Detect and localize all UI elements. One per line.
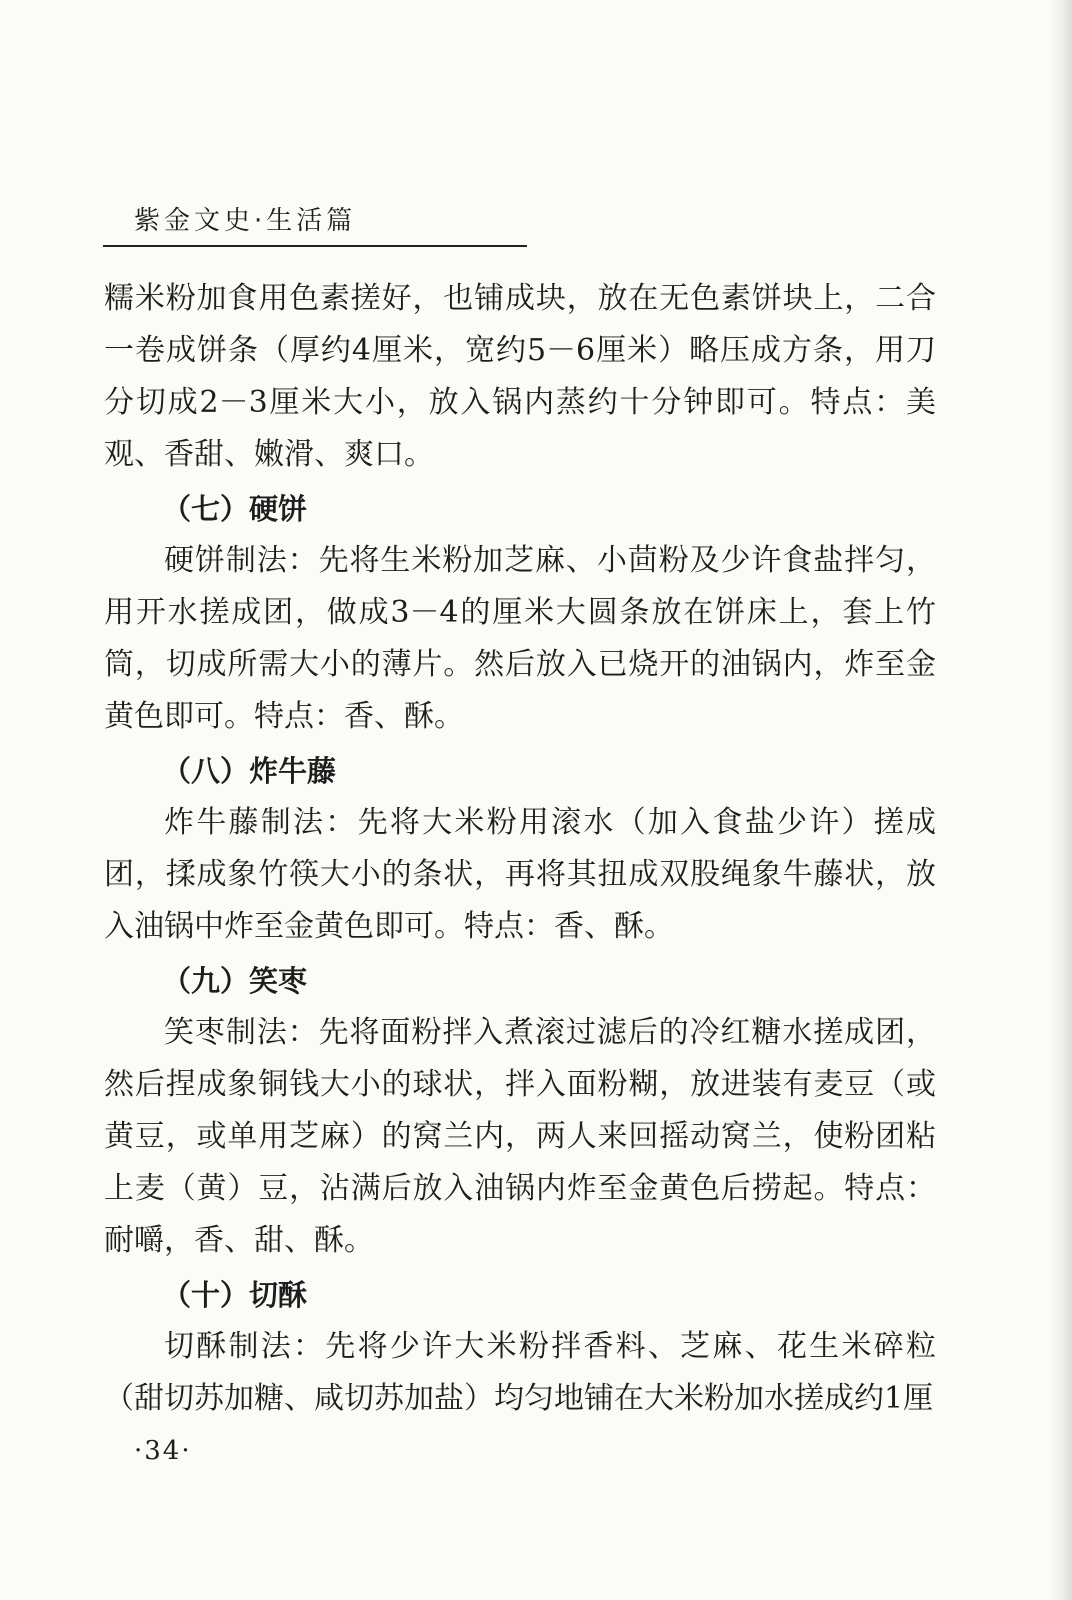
section-heading-10: （十）切酥 xyxy=(162,1278,308,1312)
section-heading-8: （八）炸牛藤 xyxy=(162,754,337,788)
section-heading-9: （九）笑枣 xyxy=(162,964,308,998)
section-heading-7: （七）硬饼 xyxy=(162,492,308,526)
paragraph-xiaozao: 笑枣制法：先将面粉拌入煮滚过滤后的冷红糖水搓成团，然后捏成象铜钱大小的球状，拌入面粉糊，放进装有麦豆（或黄豆，或单用芝麻）的窝兰内，两人来回摇动窝兰，使粉团粘上麦（黄）豆，沾满后放入油锅内炸至金黄色后捞起。特点：耐嚼，香、甜、酥。 xyxy=(104,1015,936,1258)
paragraph-hard-cake: 硬饼制法：先将生米粉加芝麻、小茴粉及少许食盐拌匀，用开水搓成团，做成3－4的厘米大圆条放在饼床上，套上竹筒，切成所需大小的薄片。然后放入已烧开的油锅内，炸至金黄色即可。特点：香、酥。 xyxy=(104,543,936,734)
running-header: 紫金文史·生活篇 xyxy=(134,206,357,236)
paragraph-continued: 糯米粉加食用色素搓好，也铺成块，放在无色素饼块上，二合一卷成饼条（厚约4厘米，宽约5－6厘米）略压成方条，用刀分切成2－3厘米大小，放入锅内蒸约十分钟即可。特点：美观、香甜、嫩滑、爽口。 xyxy=(104,281,936,472)
header-rule xyxy=(103,245,527,247)
page-body xyxy=(104,273,936,1425)
page-number: ·34· xyxy=(134,1436,192,1466)
scan-shadow xyxy=(1050,0,1072,1600)
paragraph-fried-niuteng: 炸牛藤制法：先将大米粉用滚水（加入食盐少许）搓成团，揉成象竹筷大小的条状，再将其扭成双股绳象牛藤状，放入油锅中炸至金黄色即可。特点：香、酥。 xyxy=(104,805,936,944)
paragraph-qiesu: 切酥制法：先将少许大米粉拌香料、芝麻、花生米碎粒（甜切苏加糖、咸切苏加盐）均匀地铺在大米粉加水搓成约1厘 xyxy=(104,1329,936,1416)
